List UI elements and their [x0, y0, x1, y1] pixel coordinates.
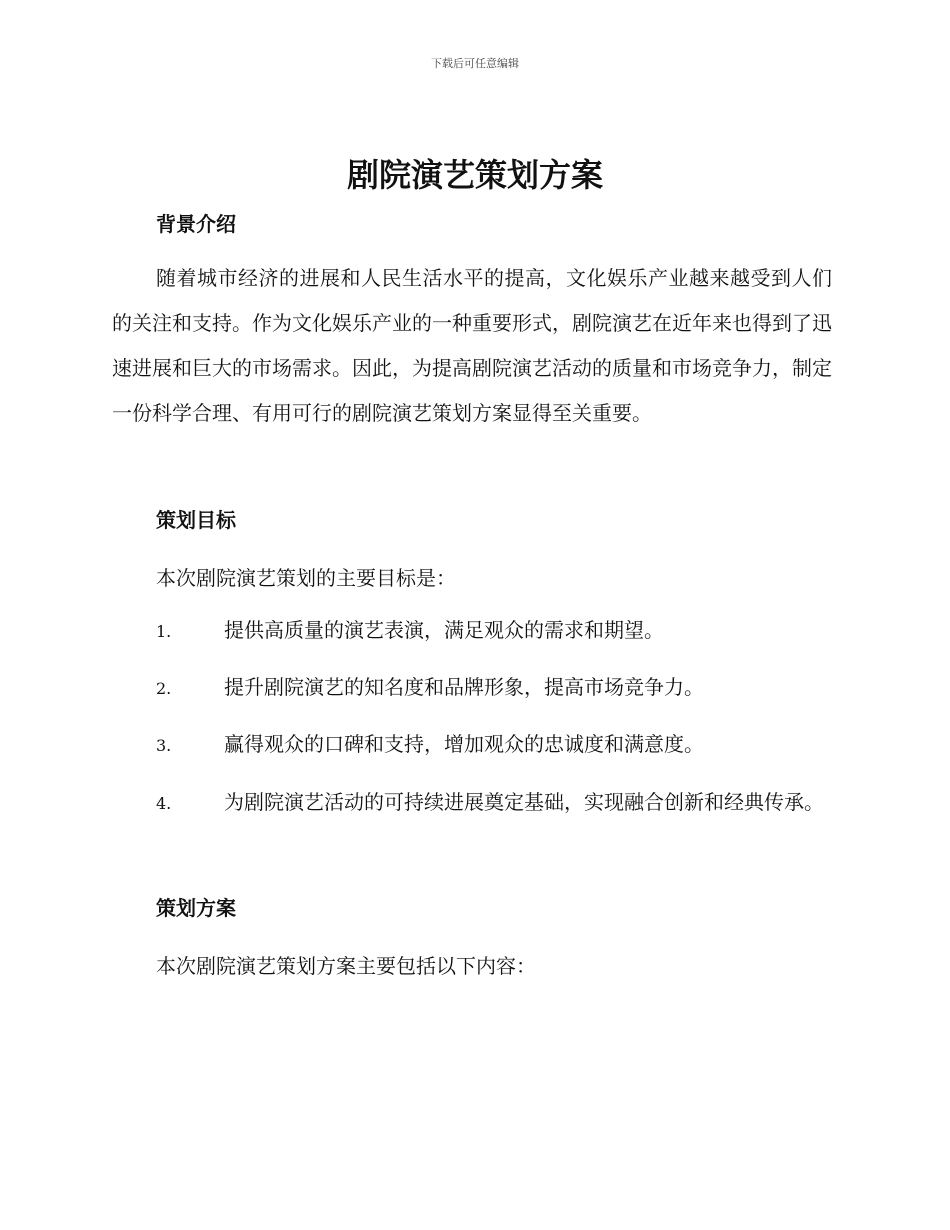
- background-paragraph: 随着城市经济的进展和人民生活水平的提高，文化娱乐产业越来越受到人们的关注和支持。作为文化娱乐产业的一种重要形式，剧院演艺在近年来也得到了迅速进展和巨大的市场需求。因此，为提高剧院演艺活动的质量和市场竞争力，制定一份科学合理、有用可行的剧院演艺策划方案显得至关重要。: [112, 266, 832, 425]
- list-item: [112, 722, 832, 768]
- section-heading-plan: 策划方案: [156, 896, 236, 920]
- list-number: 4.: [156, 794, 172, 813]
- list-text: 提供高质量的演艺表演，满足观众的需求和期望。: [224, 618, 664, 642]
- list-number: 3.: [156, 736, 172, 755]
- plan-intro: 本次剧院演艺策划方案主要包括以下内容：: [156, 954, 536, 978]
- list-item: [112, 780, 832, 826]
- header-note: 下载后可任意编辑: [431, 57, 519, 70]
- list-text: 赢得观众的口碑和支持，增加观众的忠诚度和满意度。: [224, 732, 704, 756]
- section-heading-background: 背景介绍: [156, 212, 236, 236]
- document-title: 剧院演艺策划方案: [346, 156, 603, 194]
- section-heading-goals: 策划目标: [156, 508, 236, 532]
- list-item: [112, 665, 832, 711]
- list-number: 2.: [156, 679, 172, 698]
- list-text: 为剧院演艺活动的可持续进展奠定基础，实现融合创新和经典传承。: [224, 790, 824, 814]
- list-item: [112, 608, 832, 654]
- list-number: 1.: [156, 622, 172, 641]
- goals-intro: 本次剧院演艺策划的主要目标是：: [156, 566, 456, 590]
- list-text: 提升剧院演艺的知名度和品牌形象，提高市场竞争力。: [224, 675, 704, 699]
